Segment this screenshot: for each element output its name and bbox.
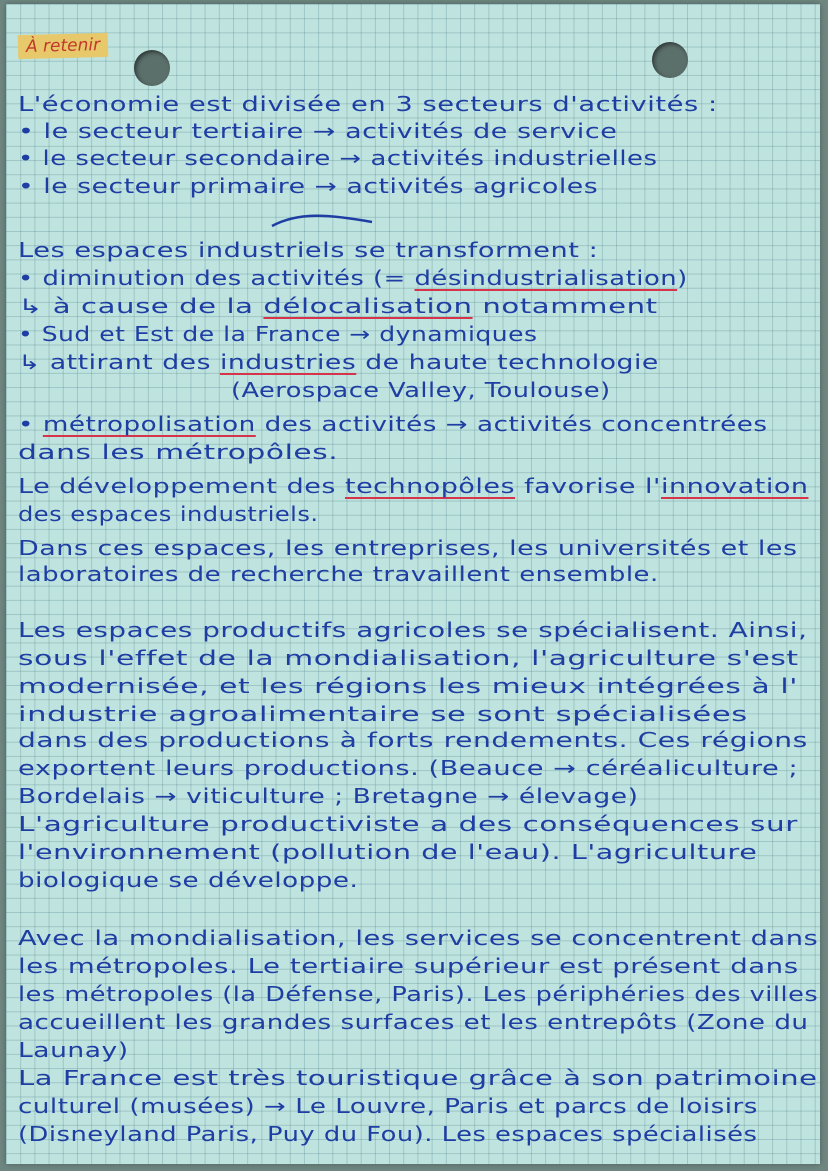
note-line: Dans ces espaces, les entreprises, les universités et les: [18, 536, 798, 560]
note-line: les métropoles. Le tertiaire supérieur est présent dans: [18, 954, 799, 978]
note-line: biologique se développe.: [18, 868, 359, 892]
note-line: • le secteur primaire → activités agricoles: [18, 174, 599, 198]
note-line: Bordelais → viticulture ; Bretagne → élevage): [18, 784, 639, 808]
note-line: Les espaces productifs agricoles se spécialisent. Ainsi,: [18, 618, 808, 642]
note-line: (Disneyland Paris, Puy du Fou). Les espaces spécialisés: [18, 1122, 758, 1146]
note-line: Les espaces industriels se transforment :: [18, 238, 599, 262]
note-line: • le secteur secondaire → activités industrielles: [18, 146, 658, 170]
note-line: culturel (musées) → Le Louvre, Paris et parcs de loisirs: [18, 1094, 758, 1118]
note-line: laboratoires de recherche travaillent ensemble.: [18, 562, 659, 586]
note-line: industrie agroalimentaire se sont spécialisées: [18, 702, 748, 726]
note-line: dans les métropôles.: [18, 440, 339, 464]
underlined-term: innovation: [661, 474, 809, 498]
note-line: Le développement des technopôles favorise l'innovation: [18, 474, 809, 498]
note-line: L'agriculture productiviste a des conséquences sur: [18, 812, 798, 836]
note-line: ↳ attirant des industries de haute technologie: [18, 350, 659, 374]
underlined-term: technopôles: [344, 474, 516, 498]
note-line: modernisée, et les régions les mieux intégrées à l': [18, 674, 799, 698]
note-line: sous l'effet de la mondialisation, l'agriculture s'est: [18, 646, 799, 670]
decorative-squiggle: [268, 210, 378, 234]
note-line: l'environnement (pollution de l'eau). L'agriculture: [18, 840, 758, 864]
highlighted-heading: À retenir: [18, 33, 109, 59]
note-line: (Aerospace Valley, Toulouse): [231, 378, 611, 402]
underlined-term: industries: [219, 350, 357, 374]
punch-hole-right: [652, 42, 688, 78]
note-line: La France est très touristique grâce à son patrimoine: [18, 1066, 818, 1090]
underlined-term: délocalisation: [263, 294, 473, 318]
notebook-page: [6, 4, 820, 1164]
note-line: • diminution des activités (= désindustrialisation): [18, 266, 688, 290]
note-line: Avec la mondialisation, les services se concentrent dans: [18, 926, 819, 950]
underlined-term: métropolisation: [42, 412, 256, 436]
note-line: Launay): [18, 1038, 129, 1062]
note-line: les métropoles (la Défense, Paris). Les périphéries des villes: [18, 982, 819, 1006]
note-line: L'économie est divisée en 3 secteurs d'activités :: [18, 92, 718, 116]
note-line: accueillent les grandes surfaces et les entrepôts (Zone du: [18, 1010, 809, 1034]
note-line: ↳ à cause de la délocalisation notamment: [18, 294, 658, 318]
punch-hole-left: [134, 50, 170, 86]
note-line: • Sud et Est de la France → dynamiques: [18, 322, 538, 346]
note-line: exportent leurs productions. (Beauce → céréaliculture ;: [18, 756, 799, 780]
note-line: • métropolisation des activités → activités concentrées: [18, 412, 768, 436]
underlined-term: désindustrialisation: [414, 266, 678, 290]
note-line: dans des productions à forts rendements. Ces régions: [18, 728, 808, 752]
note-line: des espaces industriels.: [18, 502, 319, 526]
note-line: • le secteur tertiaire → activités de service: [18, 119, 618, 143]
